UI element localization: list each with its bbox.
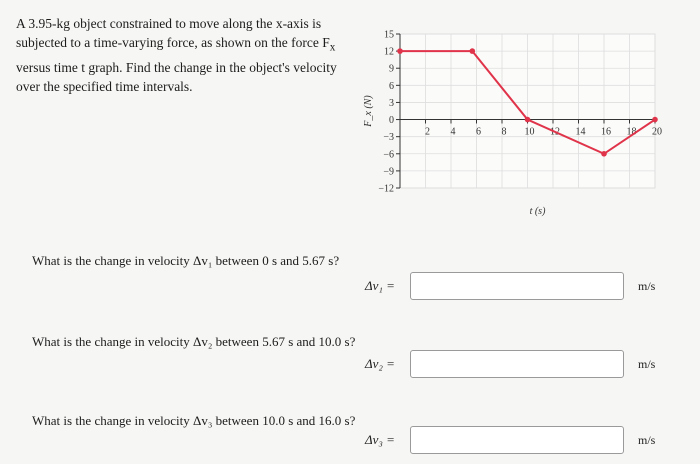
force-time-chart — [355, 26, 675, 226]
delta-v2-label: Δv₂ = — [365, 356, 395, 371]
y-axis-label: F_x (N) — [363, 95, 374, 127]
y-tick-label: −12 — [378, 183, 394, 195]
problem-line-3: versus time t graph. Find the change in the object's velocity — [16, 59, 337, 75]
answer-row-1 — [355, 272, 675, 302]
problem-statement — [16, 14, 341, 96]
delta-v2-input[interactable] — [410, 350, 624, 378]
force-data-point — [525, 117, 531, 123]
y-tick-label: 6 — [389, 80, 394, 92]
x-tick-label: 10 — [524, 126, 535, 138]
force-data-point — [469, 48, 475, 54]
x-tick-label: 4 — [450, 126, 456, 138]
question-1: What is the change in velocity Δv₁ between 0 s and 5.67 s? — [32, 253, 340, 268]
y-tick-label: −6 — [383, 149, 394, 161]
x-tick-label: 8 — [501, 126, 507, 138]
delta-v2-unit: m/s — [638, 357, 656, 371]
x-tick-label: 18 — [626, 126, 637, 138]
question-2: What is the change in velocity Δv₂ between 5.67 s and 10.0 s? — [32, 334, 356, 349]
delta-v3-unit: m/s — [638, 433, 656, 447]
delta-v3-label: Δv₃ = — [365, 432, 395, 447]
y-tick-label: 12 — [384, 46, 394, 58]
y-tick-label: 3 — [389, 97, 394, 109]
y-tick-label: −9 — [383, 166, 394, 178]
chart-grid — [400, 34, 655, 188]
x-tick-label: 14 — [575, 126, 586, 138]
delta-v1-input[interactable] — [410, 272, 624, 300]
y-tick-label: 9 — [389, 63, 394, 75]
x-tick-label: 2 — [425, 126, 430, 138]
force-data-point — [652, 117, 658, 123]
delta-v1-unit: m/s — [638, 279, 656, 293]
force-data-point — [601, 151, 607, 157]
y-tick-label: 0 — [389, 115, 394, 127]
y-tick-label: 15 — [384, 29, 394, 41]
x-tick-label: 20 — [652, 126, 662, 138]
problem-line-2 — [16, 33, 341, 58]
x-tick-label: 12 — [550, 126, 560, 138]
x-axis-label: t (s) — [529, 206, 546, 217]
x-tick-label: 16 — [601, 126, 611, 138]
y-tick-label: −3 — [383, 132, 394, 144]
answer-row-2 — [355, 350, 675, 380]
force-subscript: x — [329, 41, 336, 54]
delta-v3-input[interactable] — [410, 426, 624, 454]
problem-line-4: over the specified time intervals. — [16, 78, 193, 94]
delta-v1-label: Δv₁ = — [365, 278, 395, 293]
question-3: What is the change in velocity Δv₃ between 10.0 s and 16.0 s? — [32, 413, 356, 428]
problem-line-2-text: subjected to a time-varying force, as shown on the force F — [16, 35, 330, 50]
problem-line-1: A 3.95-kg object constrained to move along the x-axis is — [16, 16, 322, 31]
answer-row-3 — [355, 426, 675, 456]
x-tick-label: 6 — [476, 126, 481, 138]
force-data-point — [397, 48, 403, 54]
